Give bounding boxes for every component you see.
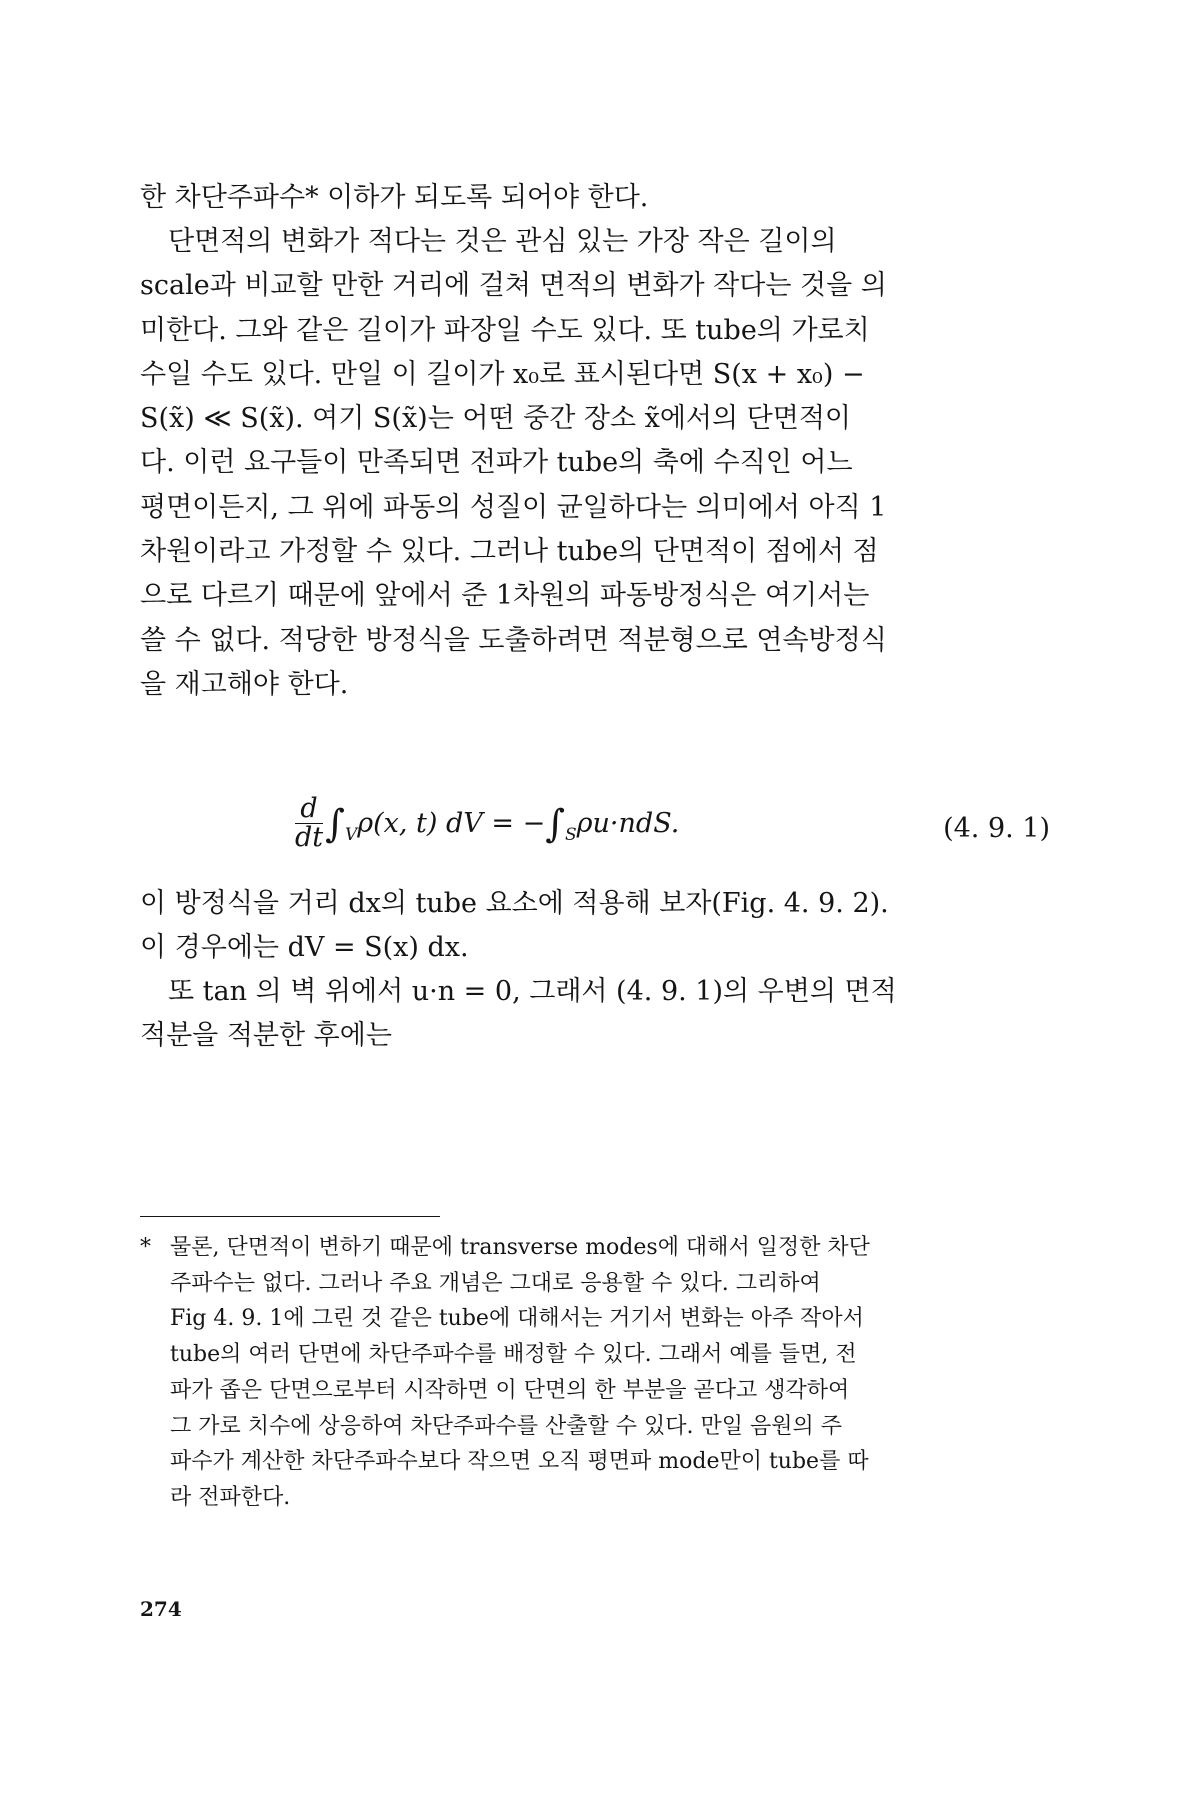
surface-subscript: S [565, 825, 577, 845]
paragraph-cross-section [140, 220, 1050, 707]
volume-subscript: V [344, 825, 358, 845]
footnote [140, 1230, 1050, 1516]
text-line: 차원이라고 가정할 수 있다. 그러나 tube의 단면적이 점에서 점 [140, 536, 879, 568]
text-line: 으로 다르기 때문에 앞에서 준 1차원의 파동방정식은 여기서는 [140, 580, 870, 612]
paragraph-wall-condition [140, 970, 1050, 1059]
footnote-line [140, 1230, 1050, 1266]
derivative-fraction [295, 795, 323, 852]
text-line: 단면적의 변화가 적다는 것은 관심 있는 가장 작은 길이의 [168, 226, 837, 257]
text-line: 한 차단주파수* 이하가 되도록 되어야 한다. [140, 182, 649, 213]
footnote-divider [140, 1216, 440, 1217]
fraction-numerator: d [295, 795, 323, 824]
text-line: 적분을 적분한 후에는 [140, 1020, 392, 1052]
integral-sign: ∫ [545, 801, 566, 846]
footnote-line: tube의 여러 단면에 차단주파수를 배정할 수 있다. 그래서 예를 들면, 전 [170, 1342, 857, 1368]
footnote-line: 라 전파한다. [170, 1484, 291, 1510]
text-line: 수일 수도 있다. 만일 이 길이가 x₀로 표시된다면 S(x + x₀) − [140, 358, 865, 390]
paragraph-continuation [140, 176, 1050, 220]
equation-rhs: ρu·ndS. [576, 808, 680, 839]
text-line: scale과 비교할 만한 거리에 걸쳐 면적의 변화가 작다는 것을 의 [140, 270, 887, 302]
text-line: 다. 이런 요구들이 만족되면 전파가 tube의 축에 수직인 어느 [140, 447, 853, 479]
footnote-line: Fig 4. 9. 1에 그린 것 같은 tube에 대해서는 거기서 변화는 아주 작아서 [170, 1306, 864, 1332]
footnote-line: 그 가로 치수에 상응하여 차단주파수를 산출할 수 있다. 만일 음원의 주 [170, 1413, 842, 1439]
equation-number: (4. 9. 1) [943, 813, 1050, 844]
footnote-line: 주파수는 없다. 그러나 주요 개념은 그대로 응용할 수 있다. 그리하여 [170, 1270, 821, 1296]
text-line: 또 tan 의 벽 위에서 u·n = 0, 그래서 (4. 9. 1)의 우변의 면적 [168, 976, 897, 1007]
equation-4-9-1 [140, 795, 1050, 865]
equation-body [295, 795, 679, 865]
equation-lhs: ρ(x, t) dV = − [357, 808, 546, 839]
text-line: 이 방정식을 거리 dx의 tube 요소에 적용해 보자(Fig. 4. 9. 2). [140, 888, 889, 919]
footnote-text: 물론, 단면적이 변하기 때문에 transverse modes에 대해서 일정한 차단 [170, 1235, 870, 1260]
text-line: S(x̃) ≪ S(x̃). 여기 S(x̃)는 어떤 중간 장소 x̃에서의 단면적이 [140, 403, 852, 435]
fraction-denominator: dt [295, 822, 324, 853]
text-line: 을 재고해야 한다. [140, 668, 349, 700]
footnote-marker: * [140, 1235, 151, 1260]
integral-sign: ∫ [325, 801, 345, 846]
text-line: 이 경우에는 dV = S(x) dx. [140, 932, 469, 964]
text-line: 미한다. 그와 같은 길이가 파장일 수도 있다. 또 tube의 가로치 [140, 314, 870, 346]
text-line: 평면이든지, 그 위에 파동의 성질이 균일하다는 의미에서 아직 1 [140, 491, 887, 523]
footnote-line: 파수가 계산한 차단주파수보다 작으면 오직 평면파 mode만이 tube를 따 [170, 1449, 869, 1475]
page-number: 274 [140, 1597, 182, 1621]
paragraph-apply-equation [140, 882, 1050, 971]
text-line: 쓸 수 없다. 적당한 방정식을 도출하려면 적분형으로 연속방정식 [140, 624, 887, 656]
footnote-line: 파가 좁은 단면으로부터 시작하면 이 단면의 한 부분을 곧다고 생각하여 [170, 1377, 850, 1403]
